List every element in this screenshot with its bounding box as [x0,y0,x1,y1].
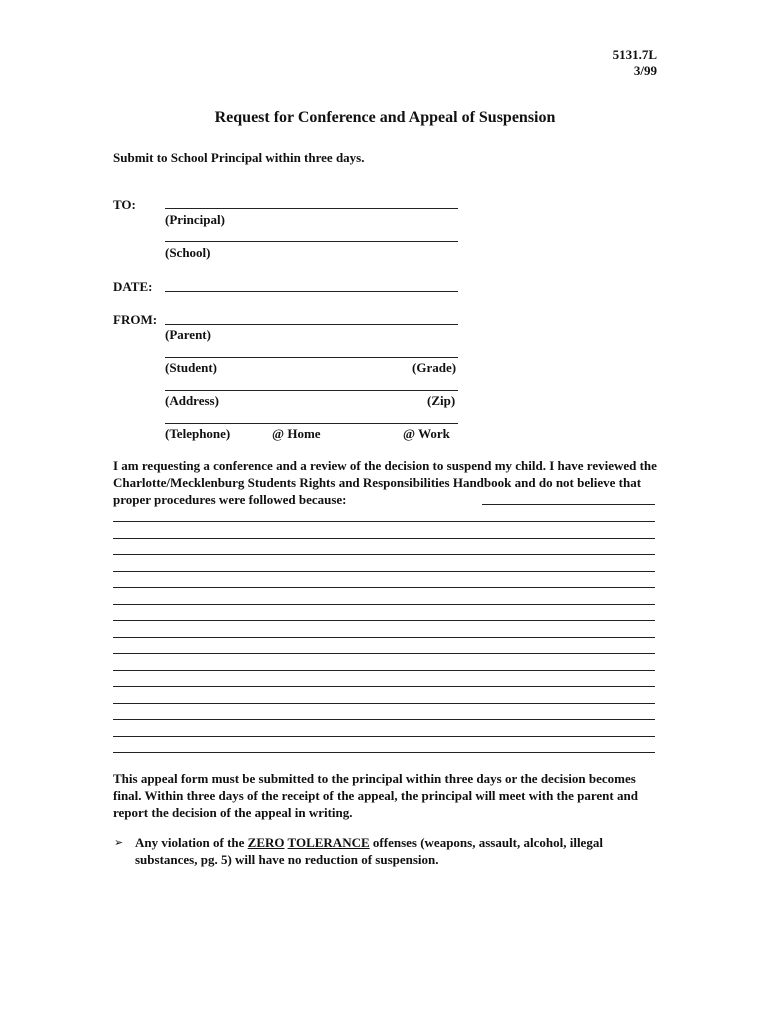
student-caption: (Student) [165,360,218,375]
home-caption: @ Home [272,426,321,441]
grade-caption: (Grade) [412,360,457,375]
reason-line[interactable] [113,521,655,522]
to-label: TO: [113,197,136,212]
school-line[interactable] [165,241,458,242]
request-paragraph: I am requesting a conference and a review of the decision to suspend my child. I have reviewed the Charlotte/Mecklenburg Students Rights and Responsibilities Handbook and do not believe that proper procedures were followed because: [113,458,657,507]
zero-tolerance-prefix: Any violation of the [135,835,248,850]
parent-caption: (Parent) [165,327,211,342]
zero-word: ZERO [247,835,285,850]
principal-caption: (Principal) [165,212,225,227]
reason-line[interactable] [113,637,655,638]
student-grade-line[interactable] [165,357,458,358]
reason-line[interactable] [113,653,655,654]
zero-tolerance-note [135,834,655,868]
appeal-note: This appeal form must be submitted to the principal within three days or the decision becomes final. Within three days of the receipt of the appeal, the principal will meet with the parent and report the decision of the appeal in writing. [113,771,638,820]
zero-tolerance-suffix: offenses (weapons, assault, alcohol, illegal substances, pg. 5) will have no reduction of suspension. [135,835,603,867]
reason-line[interactable] [113,604,655,605]
reason-line[interactable] [113,670,655,671]
tolerance-word: TOLERANCE [287,835,370,850]
document-code [613,47,657,79]
reason-line[interactable] [113,571,655,572]
date-line[interactable] [165,291,458,292]
telephone-caption: (Telephone) [165,426,231,441]
date-label: DATE: [113,279,153,294]
reason-line[interactable] [113,538,655,539]
reason-line[interactable] [113,587,655,588]
work-caption: @ Work [403,426,450,441]
page-title: Request for Conference and Appeal of Suspension [214,109,556,126]
telephone-line[interactable] [165,423,458,424]
principal-line[interactable] [165,208,458,209]
school-caption: (School) [165,245,211,260]
reason-line[interactable] [482,504,655,505]
reason-line[interactable] [113,703,655,704]
reason-line[interactable] [113,719,655,720]
arrow-bullet-icon: ➢ [114,836,124,849]
submission-instruction: Submit to School Principal within three days. [113,150,365,165]
reason-line[interactable] [113,736,655,737]
reason-line[interactable] [113,686,655,687]
reason-line[interactable] [113,752,655,753]
form-revision-date: 3/99 [633,63,657,78]
address-zip-line[interactable] [165,390,458,391]
zip-caption: (Zip) [427,393,456,408]
from-label: FROM: [113,312,158,327]
parent-line[interactable] [165,324,458,325]
address-caption: (Address) [165,393,219,408]
reason-line[interactable] [113,620,655,621]
reason-line[interactable] [113,554,655,555]
form-number: 5131.7L [612,47,657,62]
